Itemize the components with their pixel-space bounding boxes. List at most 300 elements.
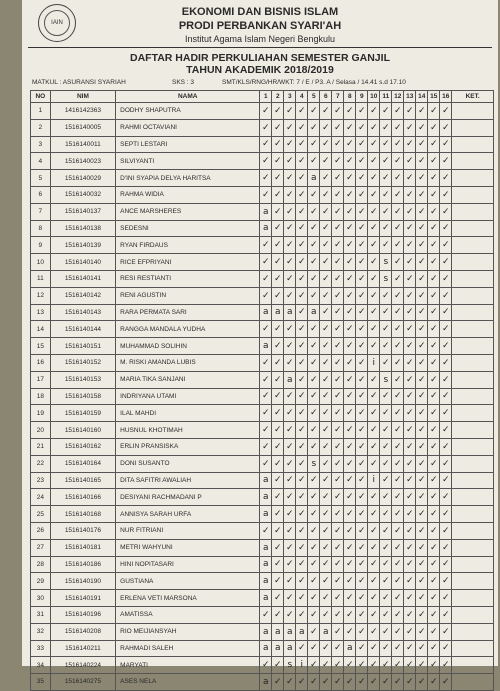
attendance-mark: ✓: [332, 354, 344, 371]
attendance-mark: ✓: [296, 338, 308, 355]
attendance-mark: ✓: [272, 522, 284, 539]
table-row: [31, 657, 494, 674]
attendance-mark: ✓: [440, 438, 452, 455]
attendance-mark: ✓: [368, 153, 380, 170]
attendance-mark: ✓: [368, 573, 380, 590]
remark-cell: [452, 590, 494, 607]
attendance-mark: ✓: [404, 657, 416, 674]
attendance-mark: ✓: [344, 170, 356, 187]
attendance-mark: ✓: [284, 270, 296, 287]
attendance-mark: ✓: [404, 136, 416, 153]
attendance-mark: ✓: [368, 422, 380, 439]
row-number: 30: [31, 590, 51, 607]
attendance-mark: ✓: [284, 556, 296, 573]
attendance-mark: ✓: [368, 489, 380, 506]
attendance-mark: ✓: [428, 338, 440, 355]
attendance-mark: ✓: [428, 539, 440, 556]
attendance-mark: ✓: [440, 405, 452, 422]
remark-cell: [452, 657, 494, 674]
attendance-mark: ✓: [296, 606, 308, 623]
student-name: GUSTIANA: [116, 573, 260, 590]
remark-cell: [452, 203, 494, 220]
attendance-mark: ✓: [272, 338, 284, 355]
attendance-mark: ✓: [344, 321, 356, 338]
student-nim: 1516140137: [50, 203, 116, 220]
table-row: [31, 388, 494, 405]
attendance-mark: ✓: [272, 371, 284, 388]
attendance-mark: ✓: [416, 657, 428, 674]
remark-cell: [452, 522, 494, 539]
table-row: [31, 438, 494, 455]
attendance-mark: ✓: [272, 556, 284, 573]
attendance-mark: ✓: [284, 573, 296, 590]
attendance-mark: ✓: [296, 170, 308, 187]
attendance-mark: ✓: [416, 556, 428, 573]
attendance-mark: ✓: [356, 573, 368, 590]
attendance-mark: ✓: [308, 438, 320, 455]
attendance-mark: ✓: [428, 640, 440, 657]
attendance-mark: ✓: [332, 170, 344, 187]
attendance-mark: ✓: [416, 237, 428, 254]
student-nim: 1516140162: [50, 438, 116, 455]
attendance-mark: ✓: [380, 556, 392, 573]
attendance-mark: ✓: [284, 522, 296, 539]
attendance-mark: ✓: [428, 657, 440, 674]
attendance-mark: ✓: [320, 153, 332, 170]
attendance-mark: ✓: [404, 539, 416, 556]
attendance-mark: ✓: [284, 438, 296, 455]
attendance-mark: ✓: [392, 321, 404, 338]
attendance-mark: ✓: [320, 590, 332, 607]
attendance-mark: ✓: [332, 573, 344, 590]
attendance-mark: s: [380, 254, 392, 271]
attendance-mark: ✓: [416, 590, 428, 607]
remark-cell: [452, 254, 494, 271]
attendance-mark: ✓: [296, 354, 308, 371]
remark-cell: [452, 388, 494, 405]
attendance-mark: ✓: [428, 371, 440, 388]
attendance-mark: a: [260, 573, 272, 590]
attendance-mark: ✓: [368, 103, 380, 120]
attendance-mark: ✓: [320, 254, 332, 271]
attendance-mark: ✓: [416, 539, 428, 556]
attendance-mark: ✓: [416, 136, 428, 153]
attendance-mark: ✓: [296, 388, 308, 405]
attendance-mark: a: [284, 304, 296, 321]
attendance-mark: ✓: [320, 270, 332, 287]
attendance-mark: ✓: [428, 674, 440, 691]
attendance-mark: ✓: [356, 489, 368, 506]
attendance-mark: ✓: [296, 203, 308, 220]
attendance-sheet: [22, 0, 498, 687]
attendance-mark: ✓: [344, 186, 356, 203]
student-nim: 1516140176: [50, 522, 116, 539]
attendance-mark: ✓: [440, 606, 452, 623]
attendance-mark: ✓: [380, 522, 392, 539]
remark-cell: [452, 287, 494, 304]
row-number: 33: [31, 640, 51, 657]
attendance-mark: ✓: [380, 170, 392, 187]
attendance-mark: ✓: [404, 674, 416, 691]
attendance-mark: ✓: [296, 405, 308, 422]
attendance-mark: ✓: [260, 354, 272, 371]
attendance-mark: a: [260, 203, 272, 220]
attendance-mark: ✓: [368, 405, 380, 422]
attendance-mark: ✓: [320, 371, 332, 388]
row-number: 17: [31, 371, 51, 388]
student-name: RAHMA WIDIA: [116, 186, 260, 203]
attendance-mark: ✓: [368, 220, 380, 237]
attendance-mark: ✓: [284, 338, 296, 355]
attendance-mark: ✓: [392, 522, 404, 539]
attendance-mark: ✓: [296, 287, 308, 304]
attendance-mark: ✓: [392, 489, 404, 506]
attendance-mark: ✓: [356, 321, 368, 338]
attendance-mark: ✓: [344, 556, 356, 573]
attendance-mark: ✓: [368, 556, 380, 573]
attendance-mark: ✓: [356, 287, 368, 304]
attendance-mark: ✓: [428, 170, 440, 187]
attendance-mark: ✓: [392, 103, 404, 120]
attendance-mark: ✓: [320, 220, 332, 237]
table-row: [31, 237, 494, 254]
remark-cell: [452, 321, 494, 338]
remark-cell: [452, 220, 494, 237]
table-row: [31, 556, 494, 573]
attendance-mark: ✓: [296, 237, 308, 254]
header-divider: [28, 47, 492, 48]
attendance-mark: ✓: [332, 237, 344, 254]
student-nim: 1516140196: [50, 606, 116, 623]
attendance-mark: ✓: [416, 438, 428, 455]
attendance-mark: ✓: [296, 522, 308, 539]
attendance-table: [30, 90, 494, 691]
attendance-mark: ✓: [332, 220, 344, 237]
col-header-nim: NIM: [50, 91, 116, 103]
attendance-mark: ✓: [260, 136, 272, 153]
attendance-mark: ✓: [392, 455, 404, 472]
attendance-mark: ✓: [356, 455, 368, 472]
attendance-mark: ✓: [392, 254, 404, 271]
attendance-mark: ✓: [404, 506, 416, 523]
attendance-mark: ✓: [356, 170, 368, 187]
attendance-mark: ✓: [392, 119, 404, 136]
attendance-mark: s: [380, 270, 392, 287]
attendance-mark: ✓: [380, 153, 392, 170]
attendance-mark: ✓: [416, 119, 428, 136]
attendance-mark: ✓: [404, 321, 416, 338]
attendance-mark: ✓: [356, 220, 368, 237]
student-nim: 1516140191: [50, 590, 116, 607]
attendance-mark: ✓: [392, 506, 404, 523]
attendance-mark: ✓: [344, 103, 356, 120]
attendance-mark: i: [368, 472, 380, 489]
row-number: 18: [31, 388, 51, 405]
attendance-mark: ✓: [284, 422, 296, 439]
student-name: DODHY SHAPUTRA: [116, 103, 260, 120]
attendance-mark: s: [380, 371, 392, 388]
attendance-mark: ✓: [404, 338, 416, 355]
attendance-mark: ✓: [284, 354, 296, 371]
attendance-mark: ✓: [404, 170, 416, 187]
attendance-mark: ✓: [344, 590, 356, 607]
attendance-mark: ✓: [272, 674, 284, 691]
attendance-mark: ✓: [416, 287, 428, 304]
attendance-mark: ✓: [296, 489, 308, 506]
attendance-mark: ✓: [368, 338, 380, 355]
attendance-mark: ✓: [332, 321, 344, 338]
attendance-mark: ✓: [320, 640, 332, 657]
attendance-mark: a: [260, 674, 272, 691]
attendance-mark: ✓: [320, 170, 332, 187]
attendance-mark: ✓: [440, 287, 452, 304]
attendance-mark: a: [296, 623, 308, 640]
attendance-mark: ✓: [440, 489, 452, 506]
attendance-mark: ✓: [368, 237, 380, 254]
attendance-mark: ✓: [440, 321, 452, 338]
student-name: ANCE MARSHERES: [116, 203, 260, 220]
attendance-mark: ✓: [308, 472, 320, 489]
attendance-mark: ✓: [404, 354, 416, 371]
table-row: [31, 472, 494, 489]
attendance-mark: ✓: [344, 422, 356, 439]
attendance-mark: ✓: [344, 136, 356, 153]
student-nim: 1516140160: [50, 422, 116, 439]
attendance-mark: ✓: [332, 186, 344, 203]
attendance-mark: ✓: [368, 640, 380, 657]
table-row: [31, 338, 494, 355]
attendance-mark: ✓: [392, 220, 404, 237]
attendance-mark: ✓: [356, 640, 368, 657]
attendance-mark: ✓: [392, 354, 404, 371]
attendance-mark: ✓: [296, 438, 308, 455]
remark-cell: [452, 674, 494, 691]
attendance-mark: ✓: [380, 422, 392, 439]
attendance-mark: ✓: [272, 153, 284, 170]
remark-cell: [452, 606, 494, 623]
attendance-mark: ✓: [368, 506, 380, 523]
attendance-mark: ✓: [308, 539, 320, 556]
table-row: [31, 103, 494, 120]
student-nim: 1516140023: [50, 153, 116, 170]
attendance-mark: ✓: [284, 489, 296, 506]
attendance-mark: ✓: [440, 136, 452, 153]
row-number: 5: [31, 170, 51, 187]
col-header-session: 10: [368, 91, 380, 103]
student-nim: 1516140151: [50, 338, 116, 355]
attendance-mark: ✓: [392, 170, 404, 187]
attendance-mark: ✓: [272, 657, 284, 674]
attendance-mark: ✓: [428, 506, 440, 523]
attendance-mark: ✓: [284, 455, 296, 472]
attendance-mark: ✓: [404, 573, 416, 590]
attendance-mark: ✓: [260, 405, 272, 422]
attendance-mark: ✓: [332, 338, 344, 355]
attendance-mark: ✓: [416, 170, 428, 187]
attendance-mark: ✓: [320, 472, 332, 489]
attendance-mark: ✓: [392, 304, 404, 321]
attendance-mark: ✓: [320, 422, 332, 439]
attendance-mark: ✓: [416, 455, 428, 472]
row-number: 34: [31, 657, 51, 674]
attendance-mark: ✓: [404, 623, 416, 640]
attendance-mark: ✓: [368, 388, 380, 405]
attendance-mark: ✓: [296, 119, 308, 136]
attendance-mark: a: [272, 623, 284, 640]
student-name: SEDESNI: [116, 220, 260, 237]
attendance-mark: ✓: [392, 438, 404, 455]
attendance-mark: a: [284, 371, 296, 388]
attendance-mark: ✓: [296, 220, 308, 237]
row-number: 1: [31, 103, 51, 120]
attendance-mark: ✓: [368, 606, 380, 623]
attendance-mark: ✓: [428, 254, 440, 271]
attendance-mark: ✓: [380, 304, 392, 321]
attendance-mark: ✓: [428, 556, 440, 573]
student-nim: 1516140152: [50, 354, 116, 371]
attendance-mark: ✓: [260, 186, 272, 203]
remark-cell: [452, 489, 494, 506]
attendance-mark: ✓: [332, 203, 344, 220]
table-row: [31, 674, 494, 691]
attendance-mark: a: [284, 640, 296, 657]
row-number: 6: [31, 186, 51, 203]
attendance-mark: ✓: [392, 590, 404, 607]
remark-cell: [452, 623, 494, 640]
attendance-mark: a: [260, 623, 272, 640]
col-header-nama: NAMA: [116, 91, 260, 103]
col-header-session: 5: [308, 91, 320, 103]
attendance-mark: ✓: [272, 237, 284, 254]
attendance-mark: ✓: [344, 539, 356, 556]
attendance-mark: ✓: [380, 438, 392, 455]
attendance-mark: ✓: [356, 153, 368, 170]
attendance-mark: ✓: [416, 506, 428, 523]
remark-cell: [452, 556, 494, 573]
student-name: DESIYANI RACHMADANI P: [116, 489, 260, 506]
attendance-mark: ✓: [344, 388, 356, 405]
attendance-mark: ✓: [344, 338, 356, 355]
attendance-mark: ✓: [404, 103, 416, 120]
attendance-mark: ✓: [272, 136, 284, 153]
table-row: [31, 321, 494, 338]
attendance-mark: ✓: [428, 472, 440, 489]
attendance-mark: ✓: [320, 136, 332, 153]
attendance-mark: ✓: [380, 674, 392, 691]
row-number: 26: [31, 522, 51, 539]
remark-cell: [452, 640, 494, 657]
attendance-mark: ✓: [380, 506, 392, 523]
attendance-mark: ✓: [404, 304, 416, 321]
institute-name: Institut Agama Islam Negeri Bengkulu: [184, 34, 336, 44]
attendance-mark: ✓: [344, 354, 356, 371]
attendance-mark: ✓: [260, 606, 272, 623]
attendance-mark: ✓: [440, 674, 452, 691]
attendance-mark: ✓: [356, 186, 368, 203]
attendance-mark: ✓: [308, 354, 320, 371]
table-row: [31, 489, 494, 506]
student-nim: 1516140275: [50, 674, 116, 691]
row-number: 12: [31, 287, 51, 304]
attendance-mark: ✓: [272, 506, 284, 523]
student-nim: 1516140138: [50, 220, 116, 237]
attendance-mark: ✓: [356, 254, 368, 271]
attendance-mark: ✓: [440, 103, 452, 120]
remark-cell: [452, 472, 494, 489]
remark-cell: [452, 371, 494, 388]
attendance-mark: ✓: [428, 136, 440, 153]
attendance-mark: ✓: [344, 489, 356, 506]
program-name: PRODI PERBANKAN SYARI'AH: [178, 20, 342, 32]
course-credits: SKS : 3: [172, 79, 195, 86]
table-row: [31, 270, 494, 287]
attendance-mark: ✓: [368, 136, 380, 153]
col-header-session: 1: [260, 91, 272, 103]
col-header-session: 2: [272, 91, 284, 103]
student-name: HINI NOPITASARI: [116, 556, 260, 573]
attendance-mark: i: [368, 354, 380, 371]
attendance-mark: ✓: [332, 287, 344, 304]
attendance-mark: ✓: [344, 237, 356, 254]
attendance-mark: ✓: [416, 489, 428, 506]
attendance-mark: ✓: [428, 489, 440, 506]
attendance-mark: ✓: [308, 573, 320, 590]
attendance-mark: ✓: [332, 254, 344, 271]
attendance-mark: ✓: [356, 539, 368, 556]
attendance-mark: ✓: [380, 287, 392, 304]
attendance-mark: ✓: [344, 203, 356, 220]
attendance-mark: ✓: [416, 321, 428, 338]
attendance-mark: ✓: [284, 539, 296, 556]
attendance-mark: ✓: [344, 455, 356, 472]
remark-cell: [452, 153, 494, 170]
attendance-mark: ✓: [344, 438, 356, 455]
attendance-mark: ✓: [416, 606, 428, 623]
attendance-mark: ✓: [260, 237, 272, 254]
student-name: ILAL MAHDI: [116, 405, 260, 422]
attendance-mark: ✓: [344, 472, 356, 489]
attendance-mark: ✓: [272, 321, 284, 338]
attendance-mark: ✓: [332, 640, 344, 657]
attendance-mark: ✓: [440, 472, 452, 489]
attendance-mark: ✓: [332, 590, 344, 607]
attendance-mark: ✓: [428, 522, 440, 539]
col-header-session: 3: [284, 91, 296, 103]
attendance-mark: ✓: [368, 170, 380, 187]
attendance-mark: ✓: [440, 254, 452, 271]
attendance-mark: ✓: [404, 405, 416, 422]
attendance-mark: ✓: [368, 119, 380, 136]
attendance-mark: ✓: [332, 371, 344, 388]
attendance-mark: ✓: [416, 422, 428, 439]
attendance-mark: ✓: [284, 220, 296, 237]
attendance-mark: ✓: [284, 237, 296, 254]
attendance-mark: ✓: [308, 623, 320, 640]
table-row: [31, 220, 494, 237]
student-name: RANGGA MANDALA YUDHA: [116, 321, 260, 338]
attendance-mark: ✓: [308, 489, 320, 506]
attendance-mark: ✓: [392, 136, 404, 153]
attendance-mark: ✓: [308, 422, 320, 439]
attendance-mark: ✓: [272, 606, 284, 623]
attendance-mark: ✓: [260, 170, 272, 187]
attendance-mark: ✓: [332, 119, 344, 136]
table-row: [31, 136, 494, 153]
table-row: [31, 455, 494, 472]
attendance-mark: ✓: [404, 153, 416, 170]
attendance-mark: ✓: [344, 506, 356, 523]
row-number: 23: [31, 472, 51, 489]
